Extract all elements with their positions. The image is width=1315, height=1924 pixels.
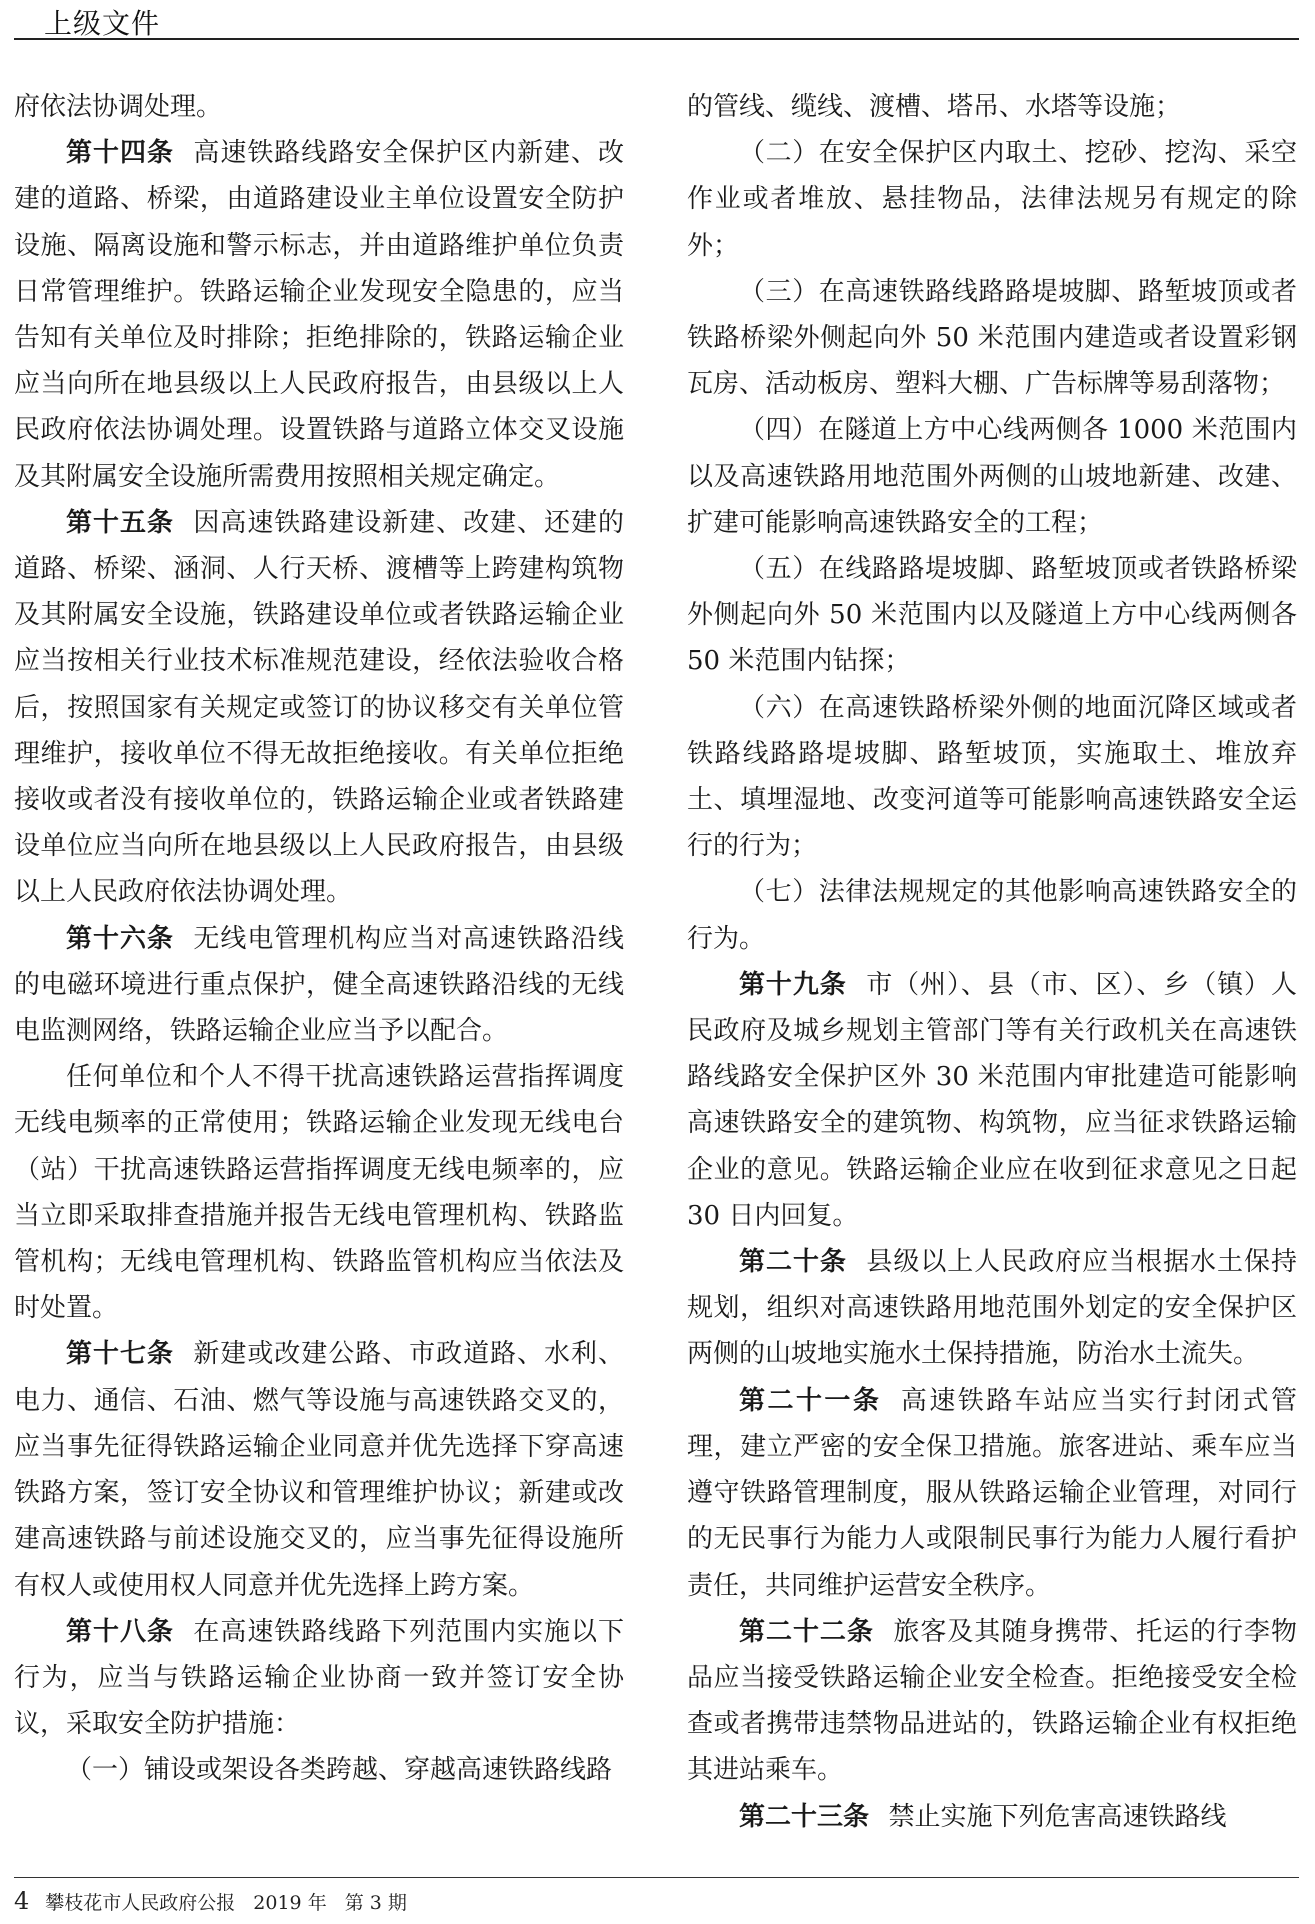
paragraph <box>14 1609 624 1748</box>
paragraph <box>14 1747 624 1793</box>
paragraph-text: 的管线、缆线、渡槽、塔吊、水塔等设施； <box>687 92 1182 122</box>
header-divider <box>14 38 1299 40</box>
article-number: 第十四条 <box>66 138 174 169</box>
paragraph-text: 旅客及其随身携带、托运的行李物品应当接受铁路运输企业安全检查。拒绝接受安全检查或者携带违禁物品进站的，铁路运输企业有权拒绝其进站乘车。 <box>687 1616 1297 1786</box>
paragraph <box>687 1609 1297 1794</box>
publication-name: 攀枝花市人民政府公报 <box>45 1892 236 1914</box>
paragraph-text: （五）在线路路堤坡脚、路堑坡顶或者铁路桥梁外侧起向外 50 米范围内以及隧道上方中心线两侧各 50 米范围内钻探； <box>687 554 1297 677</box>
paragraph <box>14 1331 624 1608</box>
paragraph-text: 在高速铁路线路下列范围内实施以下行为，应当与铁路运输企业协商一致并签订安全协议，采取安全防护措施： <box>14 1616 624 1740</box>
article-number: 第二十条 <box>739 1247 847 1278</box>
paragraph <box>14 130 624 500</box>
paragraph-text: 无线电管理机构应当对高速铁路沿线的电磁环境进行重点保护，健全高速铁路沿线的无线电监测网络，铁路运输企业应当予以配合。 <box>14 923 624 1047</box>
paragraph <box>14 916 624 1055</box>
paragraph-text: 县级以上人民政府应当根据水土保持规划，组织对高速铁路用地范围外划定的安全保护区两侧的山坡地实施水土保持措施，防治水土流失。 <box>687 1247 1297 1370</box>
publication-year: 2019 年 <box>253 1892 327 1914</box>
page-footer <box>14 1877 1299 1917</box>
right-column <box>687 84 1297 1840</box>
article-number: 第十六条 <box>66 923 174 954</box>
footer-text <box>14 1887 407 1915</box>
article-number: 第二十二条 <box>739 1616 874 1647</box>
paragraph <box>687 1378 1297 1609</box>
paragraph <box>687 84 1297 130</box>
paragraph <box>687 685 1297 870</box>
paragraph <box>687 269 1297 408</box>
paragraph-text: （三）在高速铁路线路路堤坡脚、路堑坡顶或者铁路桥梁外侧起向外 50 米范围内建造或者设置彩钢瓦房、活动板房、塑料大棚、广告标牌等易刮落物； <box>687 276 1297 400</box>
paragraph-text: （四）在隧道上方中心线两侧各 1000 米范围内以及高速铁路用地范围外两侧的山坡地新建、改建、扩建可能影响高速铁路安全的工程； <box>687 415 1297 538</box>
paragraph-text: 新建或改建公路、市政道路、水利、电力、通信、石油、燃气等设施与高速铁路交叉的，应当事先征得铁路运输企业同意并优先选择下穿高速铁路方案，签订安全协议和管理维护协议；新建或改建高速铁路与前述设施交叉的，应当事先征得设施所有权人或使用权人同意并优先选择上跨方案。 <box>14 1339 624 1601</box>
paragraph <box>687 130 1297 269</box>
article-number: 第十八条 <box>66 1616 174 1647</box>
paragraph-text: （七）法律法规规定的其他影响高速铁路安全的行为。 <box>687 877 1297 954</box>
issue-number: 第 3 期 <box>344 1892 407 1914</box>
paragraph-text: 市（州）、县（市、区）、乡（镇）人民政府及城乡规划主管部门等有关行政机关在高速铁路线路安全保护区外 30 米范围内审批建造可能影响高速铁路安全的建筑物、构筑物，应当征求铁路运输企业的意见。铁路运输企业应在收到征求意见之日起 30 日内回复。 <box>687 969 1297 1231</box>
paragraph-text: 任何单位和个人不得干扰高速铁路运营指挥调度无线电频率的正常使用；铁路运输企业发现无线电台（站）干扰高速铁路运营指挥调度无线电频率的，应当立即采取排查措施并报告无线电管理机构、铁路监管机构；无线电管理机构、铁路监管机构应当依法及时处置。 <box>14 1062 624 1324</box>
paragraph <box>14 1054 624 1331</box>
paragraph-text: 因高速铁路建设新建、改建、还建的道路、桥梁、涵洞、人行天桥、渡槽等上跨建构筑物及其附属安全设施，铁路建设单位或者铁路运输企业应当按相关行业技术标准规范建设，经依法验收合格后，按照国家有关规定或签订的协议移交有关单位管理维护，接收单位不得无故拒绝接收。有关单位拒绝接收或者没有接收单位的，铁路运输企业或者铁路建设单位应当向所在地县级以上人民政府报告，由县级以上人民政府依法协调处理。 <box>14 507 624 908</box>
article-number: 第二十一条 <box>739 1385 882 1416</box>
paragraph-text: 府依法协调处理。 <box>14 92 223 122</box>
paragraph-text: 高速铁路线路安全保护区内新建、改建的道路、桥梁，由道路建设业主单位设置安全防护设施、隔离设施和警示标志，并由道路维护单位负责日常管理维护。铁路运输企业发现安全隐患的，应当告知有关单位及时排除；拒绝排除的，铁路运输企业应当向所在地县级以上人民政府报告，由县级以上人民政府依法协调处理。设置铁路与道路立体交叉设施及其附属安全设施所需费用按照相关规定确定。 <box>14 138 624 492</box>
section-title: 上级文件 <box>44 7 161 40</box>
paragraph-text: 高速铁路车站应当实行封闭式管理，建立严密的安全保卫措施。旅客进站、乘车应当遵守铁路管理制度，服从铁路运输企业管理，对同行的无民事行为能力人或限制民事行为能力人履行看护责任，共同维护运营安全秩序。 <box>687 1385 1297 1601</box>
page-header <box>14 0 1299 40</box>
paragraph-text: 禁止实施下列危害高速铁路线 <box>888 1801 1227 1832</box>
footer-divider <box>14 1877 1299 1878</box>
article-number: 第二十三条 <box>739 1801 870 1832</box>
paragraph <box>687 1794 1297 1840</box>
left-column <box>14 84 624 1794</box>
paragraph <box>687 546 1297 685</box>
article-number: 第十七条 <box>66 1339 174 1370</box>
paragraph-text: （二）在安全保护区内取土、挖砂、挖沟、采空作业或者堆放、悬挂物品，法律法规另有规定的除外； <box>687 138 1297 261</box>
paragraph-text: （一）铺设或架设各类跨越、穿越高速铁路线路 <box>66 1755 613 1786</box>
paragraph <box>14 500 624 916</box>
article-number: 第十五条 <box>66 507 174 538</box>
paragraph <box>687 1239 1297 1378</box>
paragraph-text: （六）在高速铁路桥梁外侧的地面沉降区域或者铁路线路路堤坡脚、路堑坡顶，实施取土、堆放弃土、填埋湿地、改变河道等可能影响高速铁路安全运行的行为； <box>687 692 1297 862</box>
paragraph <box>687 962 1297 1239</box>
paragraph <box>14 84 624 130</box>
paragraph <box>687 869 1297 961</box>
paragraph <box>687 407 1297 546</box>
page-number: 4 <box>14 1887 30 1915</box>
article-number: 第十九条 <box>739 969 847 1000</box>
